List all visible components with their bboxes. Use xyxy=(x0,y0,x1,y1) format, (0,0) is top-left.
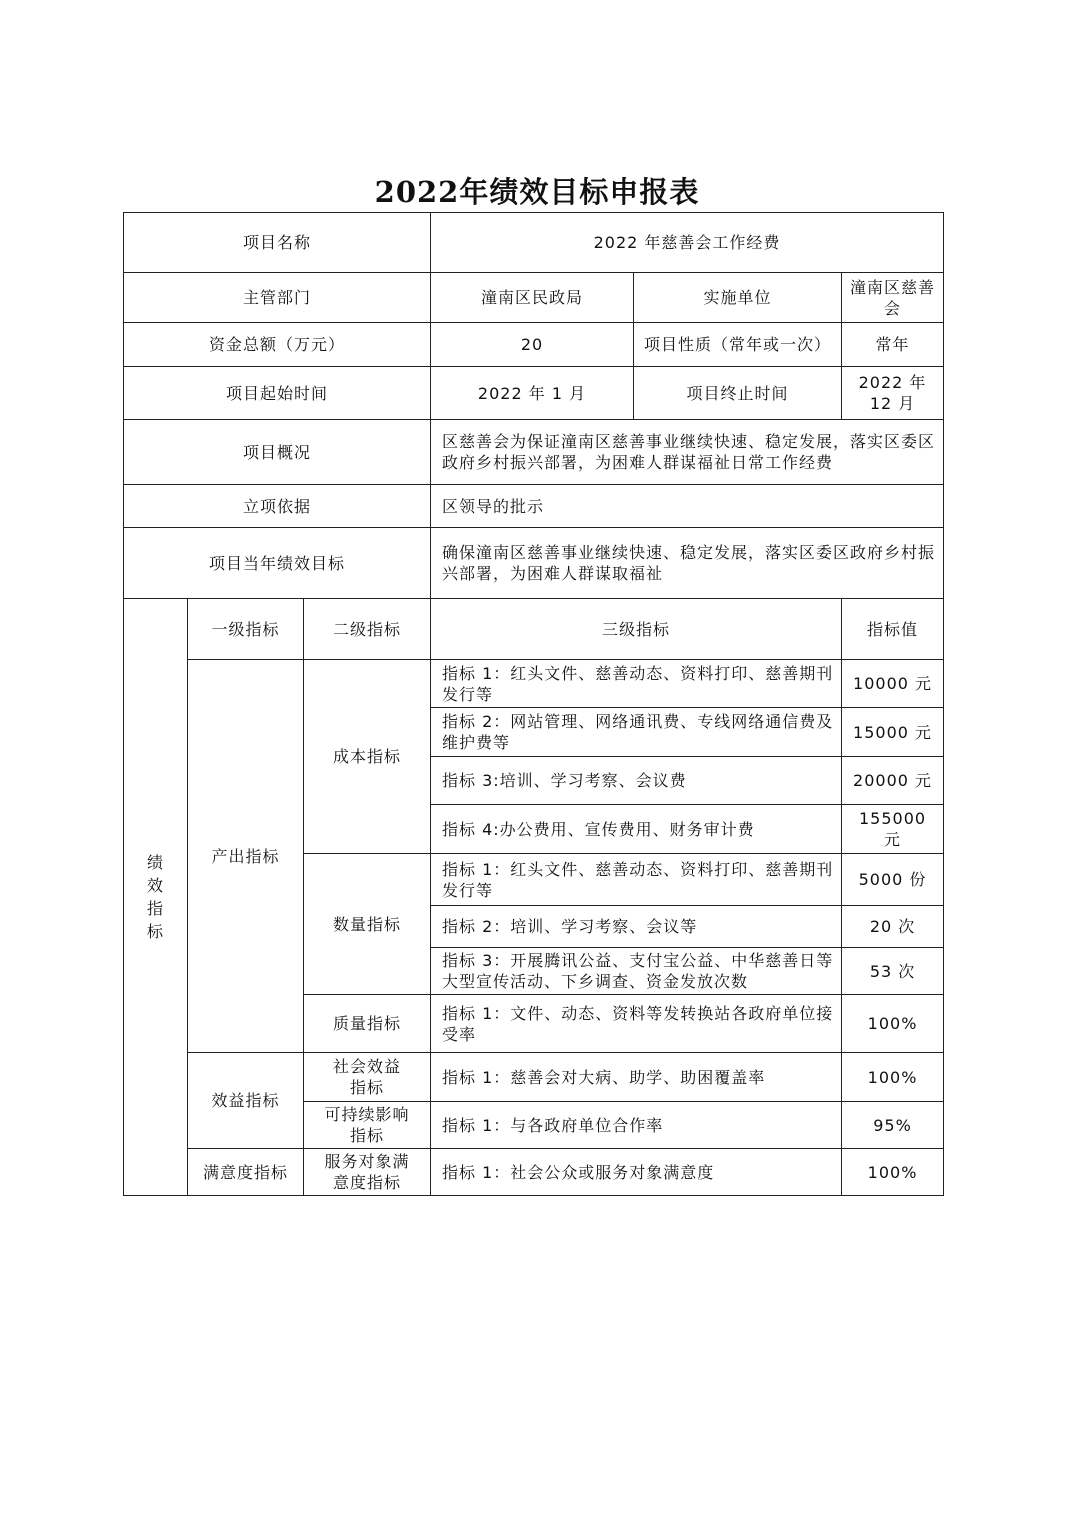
service-satisfaction-label: 服务对象满意度指标 xyxy=(304,1149,431,1196)
basis-value: 区领导的批示 xyxy=(431,485,944,528)
cost-row-3-value: 20000 元 xyxy=(842,757,944,805)
dept-label: 主管部门 xyxy=(124,273,431,323)
col-value-header: 指标值 xyxy=(842,599,944,660)
cost-row-2-desc: 指标 2：网站管理、网络通讯费、专线网络通信费及维护费等 xyxy=(431,708,842,757)
sustain-row-desc: 指标 1：与各政府单位合作率 xyxy=(431,1102,842,1149)
goal-label: 项目当年绩效目标 xyxy=(124,528,431,599)
quantity-row-1-desc: 指标 1：红头文件、慈善动态、资料打印、慈善期刊发行等 xyxy=(431,854,842,906)
quantity-row-1-value: 5000 份 xyxy=(842,854,944,906)
col-level1-header: 一级指标 xyxy=(188,599,304,660)
quality-indicator-label: 质量指标 xyxy=(304,995,431,1053)
project-name-label: 项目名称 xyxy=(124,213,431,273)
basis-label: 立项依据 xyxy=(124,485,431,528)
project-name-value: 2022 年慈善会工作经费 xyxy=(431,213,944,273)
quantity-row-3-value: 53 次 xyxy=(842,948,944,995)
satisfaction-row-desc: 指标 1：社会公众或服务对象满意度 xyxy=(431,1149,842,1196)
cost-row-4-value: 155000 元 xyxy=(842,805,944,854)
overview-label: 项目概况 xyxy=(124,420,431,485)
period-row xyxy=(124,367,944,420)
satisfaction-indicator-label: 满意度指标 xyxy=(188,1149,304,1196)
satisfaction-row-value: 100% xyxy=(842,1149,944,1196)
cost-row-4-desc: 指标 4:办公费用、宣传费用、财务审计费 xyxy=(431,805,842,854)
nature-value: 常年 xyxy=(842,323,944,367)
project-name-row xyxy=(124,213,944,273)
sustain-row-value: 95% xyxy=(842,1102,944,1149)
cost-row-1-value: 10000 元 xyxy=(842,660,944,708)
department-row xyxy=(124,273,944,323)
performance-target-table xyxy=(123,212,944,1196)
cost-row-3-desc: 指标 3:培训、学习考察、会议费 xyxy=(431,757,842,805)
quality-row-desc: 指标 1：文件、动态、资料等发转换站各政府单位接受率 xyxy=(431,995,842,1053)
output-indicator-label: 产出指标 xyxy=(188,660,304,1053)
start-value: 2022 年 1 月 xyxy=(431,367,634,420)
fund-row xyxy=(124,323,944,367)
quantity-row-3-desc: 指标 3：开展腾讯公益、支付宝公益、中华慈善日等大型宣传活动、下乡调查、资金发放次数 xyxy=(431,948,842,995)
col-level3-header: 三级指标 xyxy=(431,599,842,660)
impl-value: 潼南区慈善会 xyxy=(842,273,944,323)
indicator-header-row xyxy=(124,599,944,660)
dept-value: 潼南区民政局 xyxy=(431,273,634,323)
social-row-value: 100% xyxy=(842,1053,944,1102)
goal-value: 确保潼南区慈善事业继续快速、稳定发展，落实区委区政府乡村振兴部署，为困难人群谋取福祉 xyxy=(431,528,944,599)
table-row xyxy=(124,660,944,708)
social-benefit-label: 社会效益指标 xyxy=(304,1053,431,1102)
table-row xyxy=(124,1053,944,1102)
start-label: 项目起始时间 xyxy=(124,367,431,420)
page-title: 2022年绩效目标申报表 xyxy=(374,175,700,209)
overview-value: 区慈善会为保证潼南区慈善事业继续快速、稳定发展，落实区委区政府乡村振兴部署，为困难人群谋福祉日常工作经费 xyxy=(431,420,944,485)
cost-row-1-desc: 指标 1：红头文件、慈善动态、资料打印、慈善期刊发行等 xyxy=(431,660,842,708)
cost-indicator-label: 成本指标 xyxy=(304,660,431,854)
impl-label: 实施单位 xyxy=(634,273,842,323)
quantity-row-2-value: 20 次 xyxy=(842,906,944,948)
overview-row xyxy=(124,420,944,485)
end-value: 2022 年 12 月 xyxy=(842,367,944,420)
sustain-label: 可持续影响指标 xyxy=(304,1102,431,1149)
fund-value: 20 xyxy=(431,323,634,367)
benefit-indicator-label: 效益指标 xyxy=(188,1053,304,1149)
basis-row xyxy=(124,485,944,528)
fund-label: 资金总额（万元） xyxy=(124,323,431,367)
goal-row xyxy=(124,528,944,599)
col-level2-header: 二级指标 xyxy=(304,599,431,660)
quantity-row-2-desc: 指标 2：培训、学习考察、会议等 xyxy=(431,906,842,948)
cost-row-2-value: 15000 元 xyxy=(842,708,944,757)
indicator-section-label: 绩效指标 xyxy=(124,599,188,1196)
social-row-desc: 指标 1：慈善会对大病、助学、助困覆盖率 xyxy=(431,1053,842,1102)
table-row xyxy=(124,1149,944,1196)
end-label: 项目终止时间 xyxy=(634,367,842,420)
nature-label: 项目性质（常年或一次） xyxy=(634,323,842,367)
quantity-indicator-label: 数量指标 xyxy=(304,854,431,995)
quality-row-value: 100% xyxy=(842,995,944,1053)
